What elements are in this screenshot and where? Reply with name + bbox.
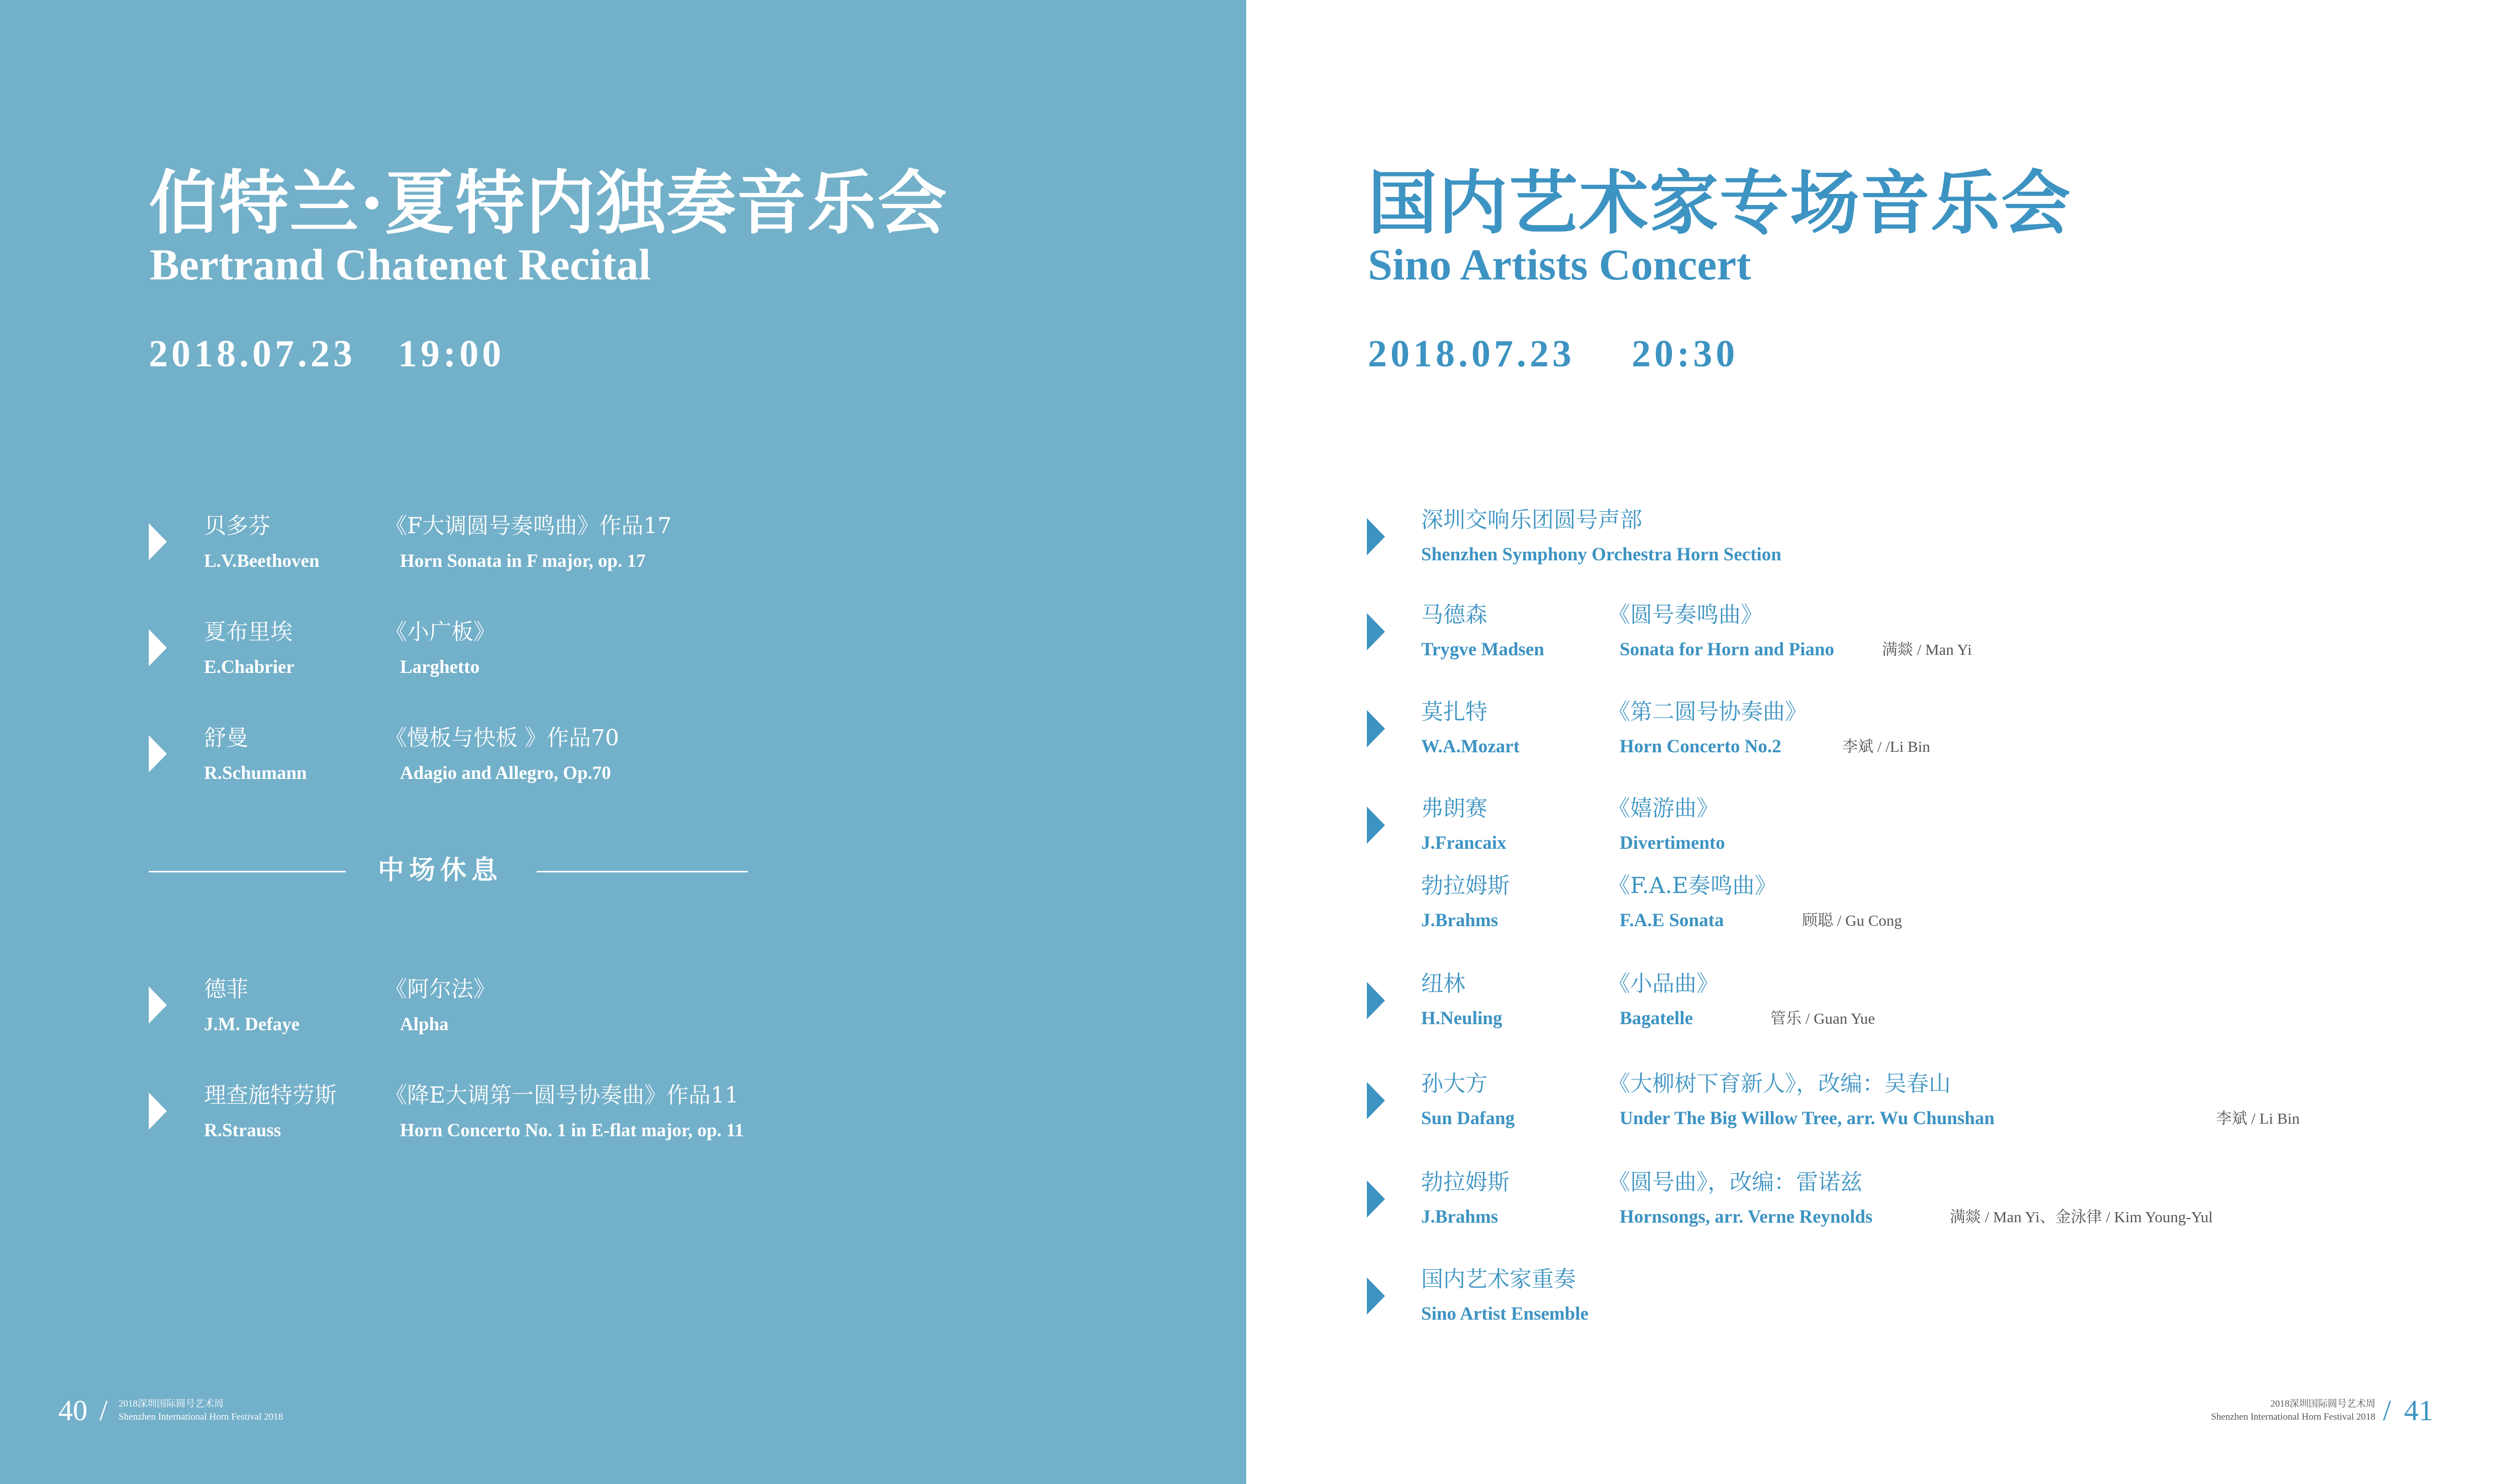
work-en: Hornsongs, arr. Verne Reynolds <box>1620 1207 1873 1227</box>
performer: 满燚 / Man Yi <box>1882 641 1972 658</box>
right-program-item <box>1367 872 2422 943</box>
performer: 顾聪 / Gu Cong <box>1802 912 1902 929</box>
work-cn: 《圆号奏鸣曲》 <box>1608 602 1763 628</box>
work-en: Adagio and Allegro, Op.70 <box>400 763 611 783</box>
left-program-item <box>149 513 1104 583</box>
intermission-line-left <box>149 871 346 872</box>
work-en: Alpha <box>400 1014 449 1035</box>
left-time: 19:00 <box>398 333 505 375</box>
work-en: Larghetto <box>400 657 480 677</box>
play-arrow-icon <box>1367 613 1385 650</box>
composer-cn: 贝多芬 <box>204 513 270 539</box>
folio-slash: / <box>99 1394 108 1427</box>
folio-title-en: Shenzhen International Horn Festival 2018 <box>119 1412 283 1422</box>
work-en: Divertimento <box>1620 833 1725 853</box>
composer-en: J.Francaix <box>1421 833 1507 853</box>
composer-en: W.A.Mozart <box>1421 736 1520 757</box>
composer-cn: 孙大方 <box>1421 1071 1487 1097</box>
right-program-item <box>1367 602 2422 672</box>
composer-cn: 弗朗赛 <box>1421 796 1487 821</box>
left-program-item <box>149 725 1104 795</box>
play-arrow-icon <box>149 523 167 560</box>
right-program-item <box>1367 970 2422 1041</box>
composer-en: Sino Artist Ensemble <box>1421 1304 1589 1324</box>
play-arrow-icon <box>1367 1277 1385 1315</box>
composer-cn: 勃拉姆斯 <box>1421 1169 1510 1195</box>
composer-en: H.Neuling <box>1421 1008 1503 1029</box>
composer-en: L.V.Beethoven <box>204 551 320 571</box>
page-number: 41 <box>2404 1394 2433 1427</box>
composer-en: Sun Dafang <box>1421 1108 1515 1129</box>
work-en: Bagatelle <box>1620 1008 1693 1029</box>
composer-cn: 国内艺术家重奏 <box>1421 1266 1576 1292</box>
composer-cn: 夏布里埃 <box>204 619 292 645</box>
folio-title-cn: 2018深圳国际圆号艺术周 <box>2270 1399 2375 1409</box>
intermission-label: 中场休息 <box>378 855 503 885</box>
folio-slash: / <box>2383 1394 2391 1427</box>
composer-en: J.Brahms <box>1421 1207 1499 1227</box>
left-program-item <box>149 1082 1104 1152</box>
work-en: Sonata for Horn and Piano <box>1620 639 1834 660</box>
left-program-item <box>149 619 1104 689</box>
composer-en: R.Strauss <box>204 1120 281 1141</box>
play-arrow-icon <box>1367 1180 1385 1218</box>
work-cn: 《降E大调第一圆号协奏曲》作品11 <box>385 1082 739 1108</box>
composer-cn: 马德森 <box>1421 602 1487 628</box>
composer-cn: 德菲 <box>204 976 248 1002</box>
composer-en: E.Chabrier <box>204 657 294 677</box>
performer: 李斌 / /Li Bin <box>1842 738 1930 755</box>
work-en: Horn Concerto No. 1 in E-flat major, op. 11 <box>400 1120 744 1141</box>
composer-en: R.Schumann <box>204 763 307 783</box>
play-arrow-icon <box>1367 710 1385 747</box>
work-cn: 《阿尔法》 <box>385 976 495 1002</box>
play-arrow-icon <box>1367 982 1385 1019</box>
play-arrow-icon <box>1367 518 1385 555</box>
work-cn: 《F.A.E奏鸣曲》 <box>1608 873 1777 899</box>
composer-cn: 莫扎特 <box>1421 699 1487 725</box>
performer: 李斌 / Li Bin <box>2216 1110 2300 1127</box>
left-program-item <box>149 976 1104 1046</box>
composer-en: Shenzhen Symphony Orchestra Horn Section <box>1421 544 1781 565</box>
play-arrow-icon <box>149 735 167 772</box>
composer-cn: 勃拉姆斯 <box>1421 873 1510 899</box>
right-time: 20:30 <box>1632 333 1739 375</box>
right-program-item <box>1367 1070 2422 1141</box>
play-arrow-icon <box>1367 807 1385 844</box>
work-cn: 《小品曲》 <box>1608 971 1719 997</box>
intermission-line-right <box>537 871 748 872</box>
play-arrow-icon <box>149 629 167 666</box>
work-en: Horn Sonata in F major, op. 17 <box>400 551 646 571</box>
composer-en: J.Brahms <box>1421 910 1499 931</box>
left-date: 2018.07.23 <box>149 333 356 375</box>
work-cn: 《小广板》 <box>385 619 495 645</box>
work-cn: 《大柳树下育新人》，改编：吴春山 <box>1608 1071 1951 1097</box>
right-program-item <box>1367 1266 2422 1336</box>
right-program-item <box>1367 699 2422 769</box>
composer-cn: 深圳交响乐团圆号声部 <box>1421 507 1642 533</box>
composer-cn: 理查施特劳斯 <box>204 1082 337 1108</box>
composer-cn: 舒曼 <box>204 725 248 751</box>
left-title-en: Bertrand Chatenet Recital <box>150 241 651 289</box>
composer-en: Trygve Madsen <box>1421 639 1544 660</box>
work-en: F.A.E Sonata <box>1620 910 1724 931</box>
work-cn: 《嬉游曲》 <box>1608 796 1719 821</box>
right-page <box>1246 0 2493 1484</box>
composer-en: J.M. Defaye <box>204 1014 300 1035</box>
play-arrow-icon <box>1367 1082 1385 1119</box>
page-number: 40 <box>58 1394 87 1427</box>
work-en: Horn Concerto No.2 <box>1620 736 1781 757</box>
play-arrow-icon <box>149 986 167 1024</box>
work-cn: 《F大调圆号奏鸣曲》作品17 <box>385 513 672 539</box>
right-title-cn: 国内艺术家专场音乐会 <box>1368 162 2072 244</box>
left-title-cn: 伯特兰·夏特内独奏音乐会 <box>149 162 948 244</box>
right-date: 2018.07.23 <box>1368 333 1575 375</box>
left-page <box>0 0 1246 1484</box>
right-program-item <box>1367 507 2422 577</box>
folio-title-cn: 2018深圳国际圆号艺术周 <box>119 1399 224 1409</box>
right-title-en: Sino Artists Concert <box>1368 241 1751 289</box>
performer: 满燚 / Man Yi、金泳律 / Kim Young-Yul <box>1950 1208 2213 1226</box>
work-cn: 《慢板与快板 》作品70 <box>385 725 619 751</box>
folio-title-en: Shenzhen International Horn Festival 2018 <box>2211 1412 2375 1422</box>
work-cn: 《圆号曲》，改编：雷诺兹 <box>1608 1169 1862 1195</box>
work-en: Under The Big Willow Tree, arr. Wu Chunshan <box>1620 1108 1995 1129</box>
right-program-item <box>1367 1169 2422 1239</box>
play-arrow-icon <box>149 1093 167 1130</box>
work-cn: 《第二圆号协奏曲》 <box>1608 699 1807 725</box>
performer: 管乐 / Guan Yue <box>1770 1010 1875 1027</box>
composer-cn: 纽林 <box>1421 971 1465 997</box>
right-program-item <box>1367 795 2422 865</box>
